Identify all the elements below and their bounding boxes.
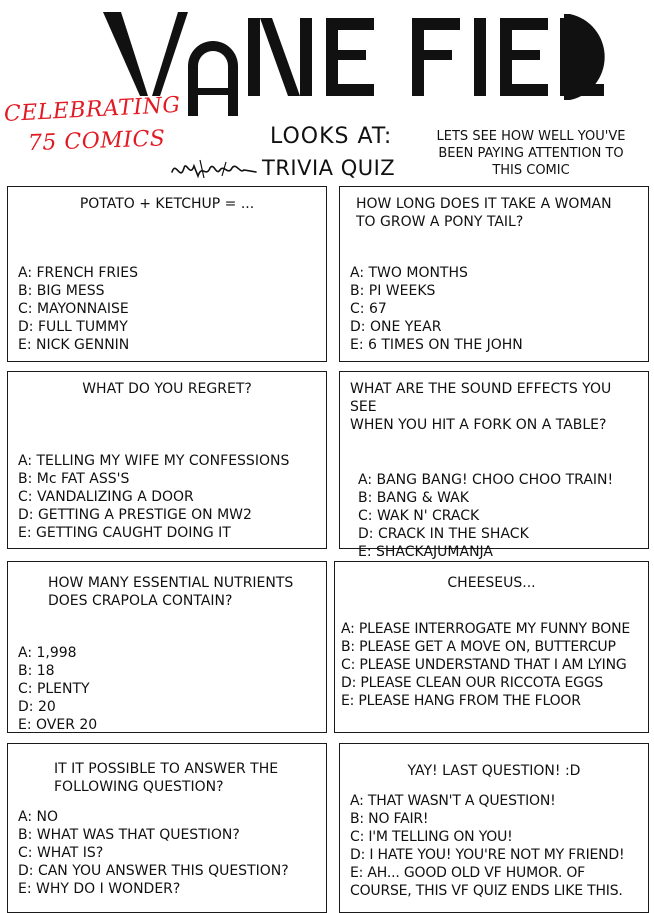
answer-option: B: BANG & WAK bbox=[358, 490, 469, 506]
answer-option: D: 20 bbox=[18, 699, 56, 715]
answer-option: B: PLEASE GET A MOVE ON, BUTTERCUP bbox=[341, 639, 616, 655]
answer-option: A: TWO MONTHS bbox=[350, 265, 468, 281]
question-text: HOW LONG DOES IT TAKE A WOMAN TO GROW A PONY TAIL? bbox=[356, 196, 612, 230]
answer-option: B: 18 bbox=[18, 663, 55, 679]
answer-option: E: WHY DO I WONDER? bbox=[18, 881, 181, 897]
answer-list bbox=[18, 808, 316, 898]
answer-option: B: Mc FAT ASS'S bbox=[18, 471, 130, 487]
answer-option: A: FRENCH FRIES bbox=[18, 265, 138, 281]
answer-list bbox=[18, 264, 316, 354]
answer-option: D: PLEASE CLEAN OUR RICCOTA EGGS bbox=[341, 675, 604, 691]
answer-option: C: I'M TELLING ON YOU! bbox=[350, 829, 513, 845]
subtitle-line-2: BEEN PAYING ATTENTION TO bbox=[438, 146, 624, 161]
answer-option: B: BIG MESS bbox=[18, 283, 105, 299]
question-panel-1 bbox=[7, 186, 327, 362]
answer-option: E: GETTING CAUGHT DOING IT bbox=[18, 525, 231, 541]
question-panel-8 bbox=[339, 743, 649, 913]
answer-option: D: FULL TUMMY bbox=[18, 319, 128, 335]
answer-option: A: THAT WASN'T A QUESTION! bbox=[350, 793, 556, 809]
answer-option: B: PI WEEKS bbox=[350, 283, 436, 299]
celebrate-line-1: CELEBRATING bbox=[3, 92, 182, 127]
question-text: YAY! LAST QUESTION! :D bbox=[407, 763, 581, 779]
answer-option: C: MAYONNAISE bbox=[18, 301, 129, 317]
answer-option: D: GETTING A PRESTIGE ON MW2 bbox=[18, 507, 252, 523]
answer-option: E: SHACKAJUMANJA bbox=[358, 544, 494, 560]
answer-list bbox=[350, 264, 638, 354]
answer-list bbox=[350, 792, 638, 900]
answer-option: A: NO bbox=[18, 809, 58, 825]
question-text: WHAT DO YOU REGRET? bbox=[82, 381, 252, 397]
answer-option: D: CAN YOU ANSWER THIS QUESTION? bbox=[18, 863, 289, 879]
subtitle-line-3: THIS COMIC bbox=[492, 163, 570, 178]
question-panel-4 bbox=[339, 371, 649, 560]
answer-option: E: OVER 20 bbox=[18, 717, 98, 733]
answer-option: E: PLEASE HANG FROM THE FLOOR bbox=[341, 693, 581, 709]
question-text: CHEESEUS... bbox=[447, 575, 536, 591]
answer-option: E: AH... GOOD OLD VF HUMOR. OF bbox=[350, 865, 585, 881]
answer-option: A: TELLING MY WIFE MY CONFESSIONS bbox=[18, 453, 290, 469]
celebrate-line-2: 75 COMICS bbox=[27, 126, 166, 157]
answer-list bbox=[18, 452, 316, 542]
answer-option: C: PLEASE UNDERSTAND THAT I AM LYING bbox=[341, 657, 627, 673]
answer-option: E: NICK GENNIN bbox=[18, 337, 130, 353]
celebrating-75-comics-tag bbox=[3, 92, 184, 160]
answer-option: COURSE, THIS VF QUIZ ENDS LIKE THIS. bbox=[350, 883, 623, 899]
question-panel-6 bbox=[334, 561, 649, 733]
answer-option: B: NO FAIR! bbox=[350, 811, 429, 827]
question-panel-7 bbox=[7, 743, 327, 913]
answer-option: A: BANG BANG! CHOO CHOO TRAIN! bbox=[358, 472, 614, 488]
answer-option: C: PLENTY bbox=[18, 681, 90, 697]
subtitle-line-1: LETS SEE HOW WELL YOU'VE bbox=[436, 129, 626, 144]
trivia-quiz-title: TRIVIA QUIZ bbox=[262, 156, 396, 180]
answer-option: B: WHAT WAS THAT QUESTION? bbox=[18, 827, 240, 843]
answer-option: C: WAK N' CRACK bbox=[358, 508, 480, 524]
answer-list bbox=[18, 644, 316, 734]
looks-at-label: LOOKS AT: bbox=[270, 124, 393, 149]
question-text: POTATO + KETCHUP = ... bbox=[79, 196, 255, 212]
answer-option: C: 67 bbox=[350, 301, 387, 317]
question-text: WHAT ARE THE SOUND EFFECTS YOU SEE WHEN YOU HIT A FORK ON A TABLE? bbox=[350, 381, 612, 433]
answer-option: A: PLEASE INTERROGATE MY FUNNY BONE bbox=[341, 621, 631, 637]
answer-option: C: WHAT IS? bbox=[18, 845, 104, 861]
answer-option: C: VANDALIZING A DOOR bbox=[18, 489, 194, 505]
answer-option: D: ONE YEAR bbox=[350, 319, 442, 335]
answer-option: D: CRACK IN THE SHACK bbox=[358, 526, 529, 542]
question-panel-3 bbox=[7, 371, 327, 549]
answer-option: A: 1,998 bbox=[18, 645, 77, 661]
answer-option: D: I HATE YOU! YOU'RE NOT MY FRIEND! bbox=[350, 847, 625, 863]
answer-option: E: 6 TIMES ON THE JOHN bbox=[350, 337, 523, 353]
question-text: HOW MANY ESSENTIAL NUTRIENTS DOES CRAPOLA CONTAIN? bbox=[48, 575, 294, 609]
quiz-subtitle bbox=[418, 128, 644, 179]
question-panel-5 bbox=[7, 561, 327, 733]
answer-list bbox=[350, 471, 638, 561]
signature-scribble bbox=[170, 154, 260, 184]
answer-list bbox=[341, 620, 642, 710]
question-panel-2 bbox=[339, 186, 649, 362]
question-text: IT IT POSSIBLE TO ANSWER THE FOLLOWING QUESTION? bbox=[54, 761, 279, 795]
